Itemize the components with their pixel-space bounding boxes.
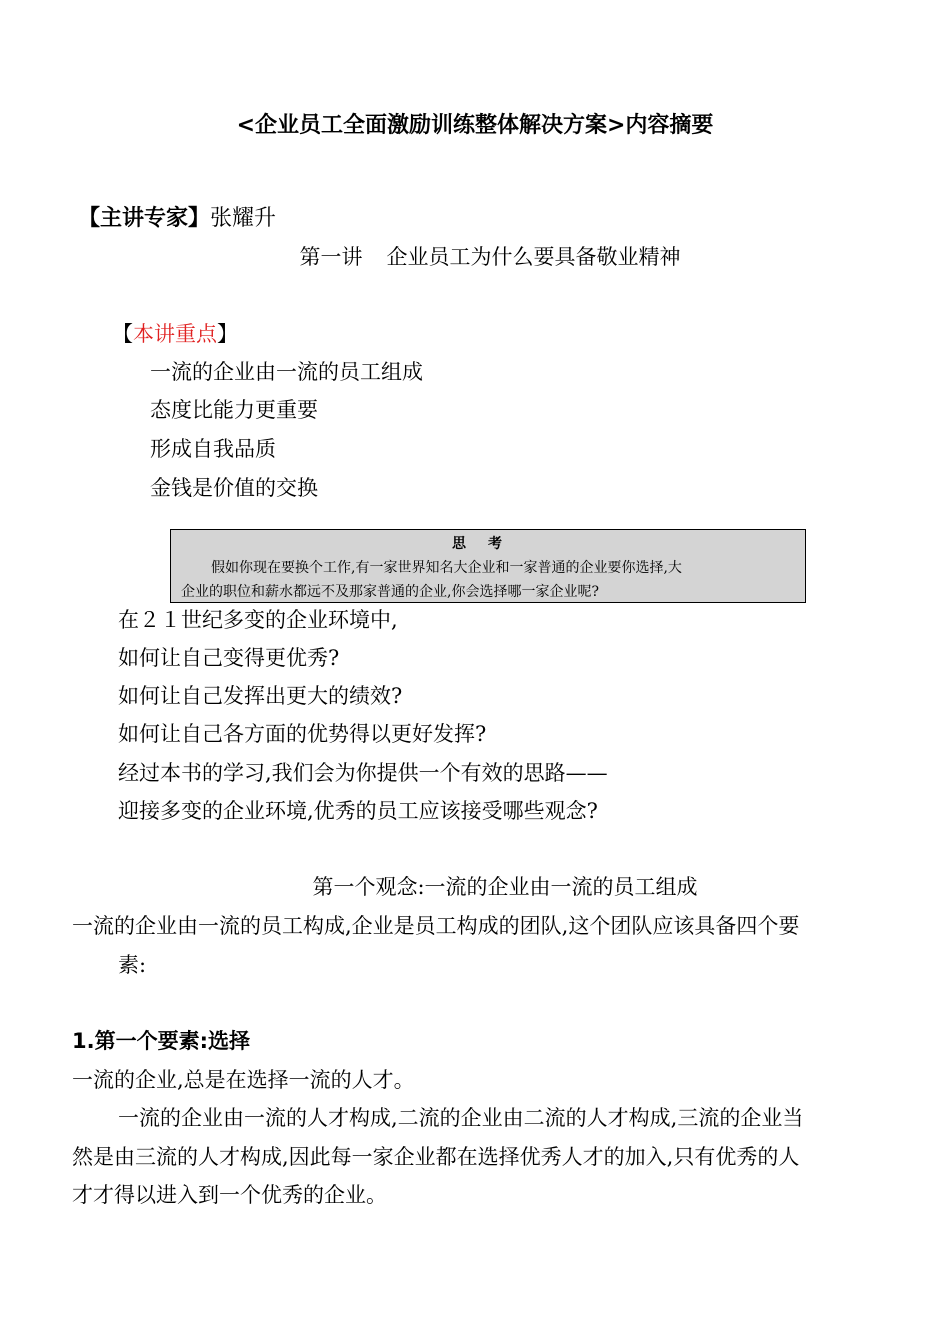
think-box-text-line: 假如你现在要换个工作,有一家世界知名大企业和一家普通的企业要你选择,大: [211, 560, 682, 576]
concept-paragraph-line: 素:: [118, 953, 147, 977]
expert-name: 张耀升: [210, 206, 277, 231]
question-line: 经过本书的学习,我们会为你提供一个有效的思路——: [118, 761, 608, 785]
question-line: 如何让自己各方面的优势得以更好发挥?: [118, 722, 487, 746]
focus-point: 一流的企业由一流的员工组成: [150, 360, 423, 384]
focus-point: 金钱是价值的交换: [150, 476, 318, 500]
element-paragraph-line: 一流的企业由一流的人才构成,二流的企业由二流的人才构成,三流的企业当: [118, 1106, 804, 1130]
document-title: <企业员工全面激励训练整体解决方案>内容摘要: [236, 113, 714, 138]
focus-bracket-open: 【: [112, 322, 133, 346]
lecture-title: 企业员工为什么要具备敬业精神: [386, 245, 681, 269]
question-line: 在２１世纪多变的企业环境中,: [118, 608, 398, 632]
lecture-number: 第一讲: [299, 245, 363, 269]
element-heading: 1.第一个要素:选择: [72, 1029, 250, 1053]
concept-paragraph-line: 一流的企业由一流的员工构成,企业是员工构成的团队,这个团队应该具备四个要: [72, 914, 800, 938]
focus-point: 态度比能力更重要: [150, 398, 318, 422]
concept-title: 第一个观念:一流的企业由一流的员工组成: [312, 875, 698, 899]
expert-line: [78, 201, 276, 232]
expert-label: 【主讲专家】: [78, 206, 211, 231]
think-box-text-line: 企业的职位和薪水都远不及那家普通的企业,你会选择哪一家企业呢?: [181, 584, 599, 600]
think-box: [170, 529, 806, 603]
question-line: 如何让自己发挥出更大的绩效?: [118, 684, 403, 708]
element-summary: 一流的企业,总是在选择一流的人才。: [72, 1068, 415, 1092]
lecture-heading: [0, 241, 950, 271]
question-line: 迎接多变的企业环境,优秀的员工应该接受哪些观念?: [118, 799, 598, 823]
focus-label: 本讲重点: [133, 322, 217, 346]
question-line: 如何让自己变得更优秀?: [118, 646, 340, 670]
element-paragraph-line: 然是由三流的人才构成,因此每一家企业都在选择优秀人才的加入,只有优秀的人: [72, 1145, 800, 1169]
think-box-title: 思考: [452, 536, 524, 552]
focus-heading: [112, 318, 238, 348]
focus-point: 形成自我品质: [150, 437, 276, 461]
element-paragraph-line: 才才得以进入到一个优秀的企业。: [72, 1183, 387, 1207]
focus-bracket-close: 】: [217, 322, 238, 346]
